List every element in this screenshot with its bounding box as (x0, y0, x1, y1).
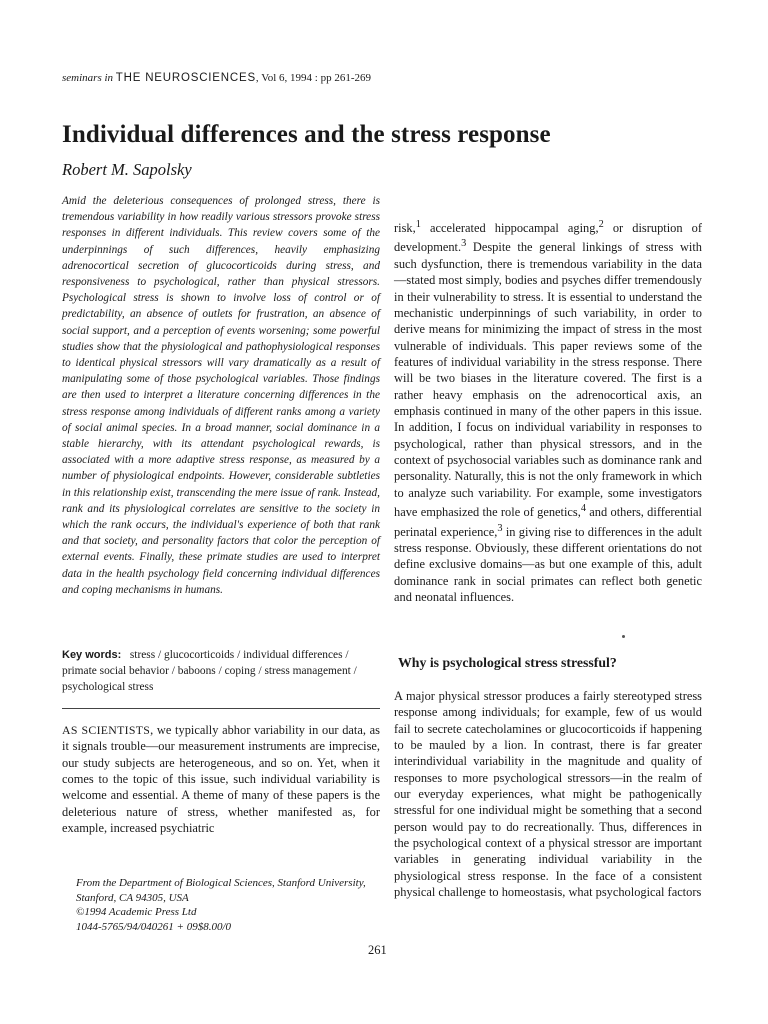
reference-marker: 3 (497, 522, 503, 534)
issn-code: 1044-5765/94/040261 + 09$8.00/0 (76, 920, 232, 933)
keywords-label: Key words: (62, 649, 122, 661)
article-author: Robert M. Sapolsky (62, 160, 192, 179)
text-segment: Despite the general linkings of stress with such dysfunction, there is tremendous variability in the data—stated most simply, bodies and psyches differ tremendously in their vulnerability to stress. It is essential to understand the mechanistic underpinnings of such variability, in order to derive means for minimizing the impact of stress in the most vulnerable of individuals. This paper reviews some of the features of individual variability in the stress response. There will be two biases in the literature covered. The first is a rather heavy emphasis on the adrenocortical axis, an emphasis continued in many of the other papers in this issue. In addition, I focus on individual variability in responses to psychological, rather than physical stressors, and in the context of psychosocial variables such as dominance rank and personality. Naturally, this is not the only framework in which to analyze such variability. For example, some investigators have emphasized the role of genetics, (394, 240, 702, 520)
article-title: Individual differences and the stress response (62, 121, 551, 148)
affiliation-footnote (62, 876, 380, 934)
page-number: 261 (368, 943, 387, 957)
text-segment: and others, differential perinatal experience, (394, 505, 702, 539)
reference-marker: 4 (580, 503, 586, 515)
stray-dot (622, 635, 625, 638)
journal-prefix: seminars (62, 72, 102, 84)
keywords (62, 647, 380, 696)
intro-lead: AS SCIENTISTS (62, 723, 151, 737)
journal-citation (62, 72, 371, 84)
affiliation: From the Department of Biological Sciences, Stanford University, Stanford, CA 94305, USA (76, 877, 366, 904)
text-segment: in giving rise to differences in the adult stress response. Obviously, these different orientations do not define exclusive domains—as but one example of this, adult dominance rank in social primates can reflect both genetic and neonatal influences. (394, 524, 702, 605)
text-segment: or disruption of development. (394, 221, 702, 255)
text-segment: risk, (394, 221, 416, 236)
intro-paragraph (62, 722, 380, 836)
reference-marker: 2 (598, 219, 604, 230)
text-segment: accelerated hippocampal aging, (420, 221, 599, 236)
journal-volume-pages: , Vol 6, 1994 : pp 261-269 (255, 72, 372, 84)
section-heading: Why is psychological stress stressful? (398, 655, 617, 670)
keywords-text: stress / glucocorticoids / individual differences / primate social behavior / baboons / coping / stress management / psychological stress (62, 649, 357, 694)
reference-marker: 1 (415, 219, 421, 230)
intro-continuation (394, 217, 702, 605)
section-paragraph: A major physical stressor produces a fairly stereotyped stress response among individuals; for example, few of us would fail to secrete catecholamines or glucocorticoids if happening to be mauled by a lion. In contrast, there is far greater interindividual variability in the magnitude and quality of responses to more psychological stressors—in the realm of our everyday experiences, what might be pathogenically stressful for one individual might be something that a second person would pay to do recreationally. Thus, differences in the psychological context of a physical stressor are important variables in generating individual variability in the physiological stress response. In the face of a consistent physical challenge to homeostasis, what psychological factors (394, 689, 702, 900)
copyright: ©1994 Academic Press Ltd (76, 906, 197, 918)
journal-in: in (101, 72, 116, 84)
abstract: Amid the deleterious consequences of prolonged stress, there is tremendous variability in how readily various stressors provoke stress responses in different individuals. This review covers some of the underpinnings of such differences, heavily emphasizing adrenocortical secretion of glucocorticoids during stress, and responsiveness to psychological, rather than physical stressors. Psychological stress is shown to involve loss of control or of predictability, an absence of outlets for frustration, an absence of social support, and a perception of events worsening; some powerful studies show that the physiological and pathophysiological responses to identical physical stressors will vary dramatically as a result of manipulating some of those psychological variables. Those findings are then used to interpret a literature concerning differences in the stress response among individuals of different ranks among a variety of social animal species. In a broad manner, social dominance in a stable hierarchy, with its attendant psychological rewards, is associated with a more adaptive stress response, as measured by a number of physiological endpoints. However, considerable subtleties in this relationship exist, transcending the mere issue of rank. Instead, rank and its physiological correlates are sensitive to the society in which the rank occurs, the individual's experience of both that rank and that society, and personality factors that color the perception of external events. Finally, these primate studies are used to interpret data in the health psychology field concerning individual differences and coping mechanisms in humans. (62, 195, 380, 596)
journal-name: THE NEUROSCIENCES (115, 72, 256, 84)
section-divider (62, 708, 380, 709)
intro-text: , we typically abhor variability in our data, as it signals trouble—our measurement instruments are imprecise, our study subjects are heterogeneous, and so on. Yet, when it comes to the topic of this issue, such individual variability is welcome and essential. A theme of many of these papers is the deleterious nature of stress, whether manifested as, for example, increased psychiatric (62, 723, 380, 836)
reference-marker: 3 (461, 238, 467, 250)
